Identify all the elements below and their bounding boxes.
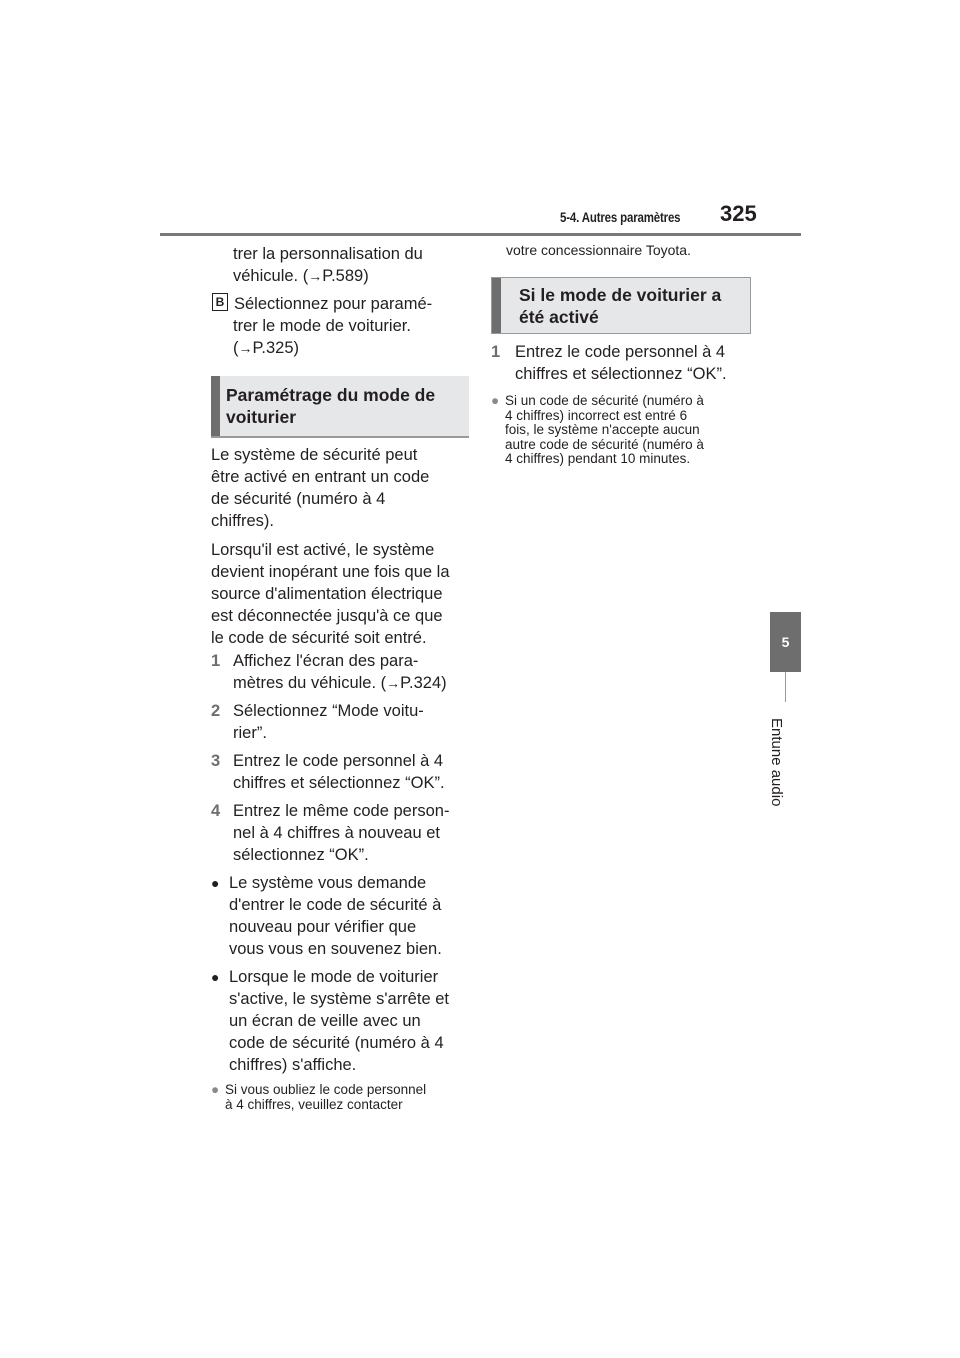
section-title: Paramétrage du mode de voiturier bbox=[226, 385, 436, 427]
section-title: Si le mode de voiturier a été activé bbox=[519, 285, 722, 327]
text-line: trer le mode de voiturier. bbox=[233, 317, 411, 335]
chapter-divider bbox=[785, 672, 786, 702]
step-item: 3 Entrez le code personnel à 4 chiffres et sélectionnez “OK”. bbox=[211, 752, 445, 792]
list-item: ● Lorsque le mode de voiturier s'active, le système s'arrête et un écran de veille avec un code de sécurité (numéro à 4 chiffres) s'affiche. bbox=[211, 968, 449, 1074]
text-line: (→P.325) bbox=[233, 339, 299, 357]
bullet-list bbox=[211, 872, 476, 1076]
note-bullet-icon: ● bbox=[491, 393, 500, 408]
step-item: 1 Affichez l'écran des para- mètres du véhicule. (→P.324) bbox=[211, 652, 447, 692]
chapter-label: Entune audio bbox=[768, 718, 785, 807]
section-box-valet-setup bbox=[211, 376, 469, 438]
arrow-icon: → bbox=[308, 268, 323, 284]
arrow-icon: → bbox=[238, 340, 253, 356]
note-item: ● Si un code de sécurité (numéro à 4 chiffres) incorrect est entré 6 fois, le système n'accepte aucun autre code de sécurité (numéro à 4 chiffres) pendant 10 minutes. bbox=[491, 393, 704, 466]
section-box-valet-active bbox=[491, 277, 751, 334]
section-heading: 5-4. Autres paramètres bbox=[560, 209, 681, 225]
header-rule bbox=[160, 233, 801, 236]
bullet-icon: ● bbox=[211, 875, 220, 891]
paragraph-1: Le système de sécurité peut être activé en entrant un code de sécurité (numéro à 4 chiffres). bbox=[211, 446, 430, 530]
step-item: 4 Entrez le même code person- nel à 4 chiffres à nouveau et sélectionnez “OK”. bbox=[211, 802, 450, 864]
step-list bbox=[211, 650, 476, 866]
paragraph-2: Lorsqu'il est activé, le système devient inopérant une fois que la source d'alimentation électrique est déconnectée jusqu'à ce que le code de sécurité soit entré. bbox=[211, 541, 450, 647]
note-continued: votre concessionnaire Toyota. bbox=[506, 242, 691, 258]
chapter-tab: 5 bbox=[770, 612, 801, 672]
text-line: véhicule. (→P.589) bbox=[233, 267, 369, 285]
box-accent-bar bbox=[211, 376, 220, 436]
note-bullet-icon: ● bbox=[211, 1082, 220, 1097]
continued-item bbox=[233, 243, 478, 287]
b-badge-icon: B bbox=[212, 293, 228, 311]
bullet-icon: ● bbox=[211, 969, 220, 985]
text-line: trer la personnalisation du bbox=[233, 245, 423, 263]
note-item: ● Si vous oubliez le code personnel à 4 chiffres, veuillez contacter bbox=[211, 1082, 427, 1112]
step-item: 1 Entrez le code personnel à 4 chiffres et sélectionnez “OK”. bbox=[491, 343, 727, 383]
box-accent-bar bbox=[492, 278, 501, 333]
step-item: 2 Sélectionnez “Mode voitu- rier”. bbox=[211, 702, 424, 742]
page-number: 325 bbox=[720, 201, 757, 226]
list-item: ● Le système vous demande d'entrer le code de sécurité à nouveau pour vérifier que vous vous en souvenez bien. bbox=[211, 874, 442, 958]
item-b bbox=[212, 293, 477, 359]
arrow-icon: → bbox=[386, 675, 401, 691]
text-line: Sélectionnez pour paramé- bbox=[234, 295, 433, 313]
